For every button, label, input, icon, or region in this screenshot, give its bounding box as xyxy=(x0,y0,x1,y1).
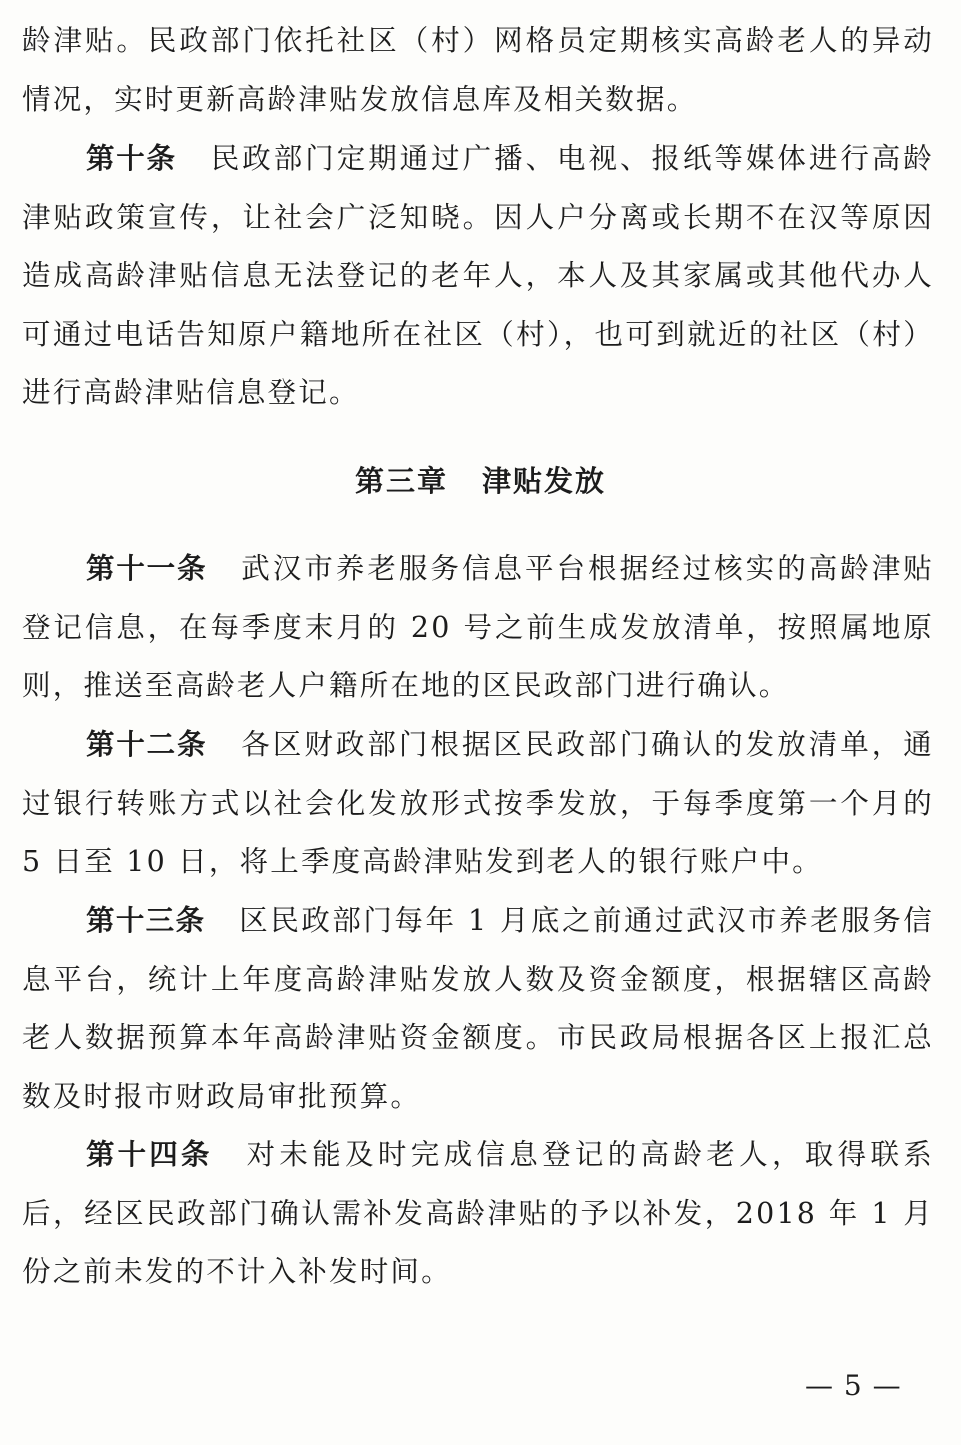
chapter-heading xyxy=(0,455,961,507)
article-text: 武汉市养老服务信息平台根据经过核实的高龄津贴登记信息，在每季度末月的 20 号之前生成发放清单，按照属地原则，推送至高龄老人户籍所在地的区民政部门进行确认。 xyxy=(22,552,934,703)
article-heading: 第十二条 xyxy=(86,728,208,761)
page-number: — 5 — xyxy=(805,1369,902,1402)
article-13 xyxy=(22,892,934,1126)
article-text: 各区财政部门根据区民政部门确认的发放清单，通过银行转账方式以社会化发放形式按季发放，于每季度第一个月的 5 日至 10 日，将上季度高龄津贴发到老人的银行账户中。 xyxy=(22,728,934,879)
paragraph-text: 龄津贴。民政部门依托社区（村）网格员定期核实高龄老人的异动情况，实时更新高龄津贴发放信息库及相关数据。 xyxy=(22,24,934,116)
article-14 xyxy=(22,1126,934,1302)
chapter-title: 津贴发放 xyxy=(482,464,607,498)
article-10 xyxy=(22,130,934,423)
article-text: 区民政部门每年 1 月底之前通过武汉市养老服务信息平台，统计上年度高龄津贴发放人数及资金额度，根据辖区高龄老人数据预算本年高龄津贴资金额度。市民政局根据各区上报汇总数及时报市财政局审批预算。 xyxy=(22,904,934,1113)
article-heading: 第十条 xyxy=(86,142,177,175)
article-text: 民政部门定期通过广播、电视、报纸等媒体进行高龄津贴政策宣传，让社会广泛知晓。因人户分离或长期不在汉等原因造成高龄津贴信息无法登记的老年人，本人及其家属或其他代办人可通过电话告知原户籍地所在社区（村），也可到就近的社区（村）进行高龄津贴信息登记。 xyxy=(22,142,934,410)
article-heading: 第十一条 xyxy=(86,552,208,585)
paragraph-continuation xyxy=(22,12,934,129)
chapter-number: 第三章 xyxy=(354,464,448,498)
article-text: 对未能及时完成信息登记的高龄老人，取得联系后，经区民政部门确认需补发高龄津贴的予以补发，2018 年 1 月份之前未发的不计入补发时间。 xyxy=(22,1138,934,1289)
article-11 xyxy=(22,540,934,716)
article-heading: 第十四条 xyxy=(86,1138,213,1171)
article-12 xyxy=(22,716,934,892)
article-heading: 第十三条 xyxy=(86,904,206,937)
